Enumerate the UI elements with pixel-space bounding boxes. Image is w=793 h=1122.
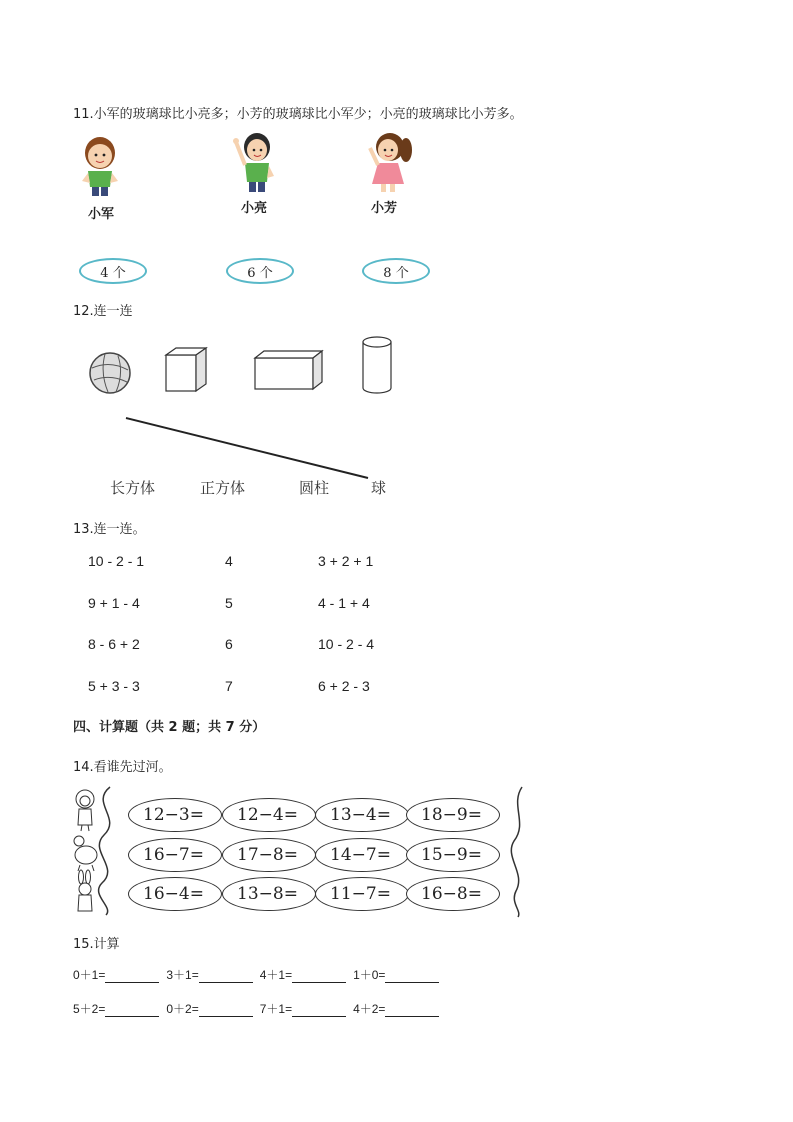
river-stone-r2-c3[interactable]: 14−7= [315, 838, 409, 872]
q12-title: 12.连一连 [73, 304, 133, 319]
expr-right-4[interactable]: 6 + 2 - 3 [318, 678, 370, 694]
river-stone-r3-c1[interactable]: 16−4= [128, 877, 222, 911]
answer-blank[interactable] [199, 970, 253, 983]
answer-blank[interactable] [292, 970, 346, 983]
river-stone-r2-c4[interactable]: 15−9= [406, 838, 500, 872]
girl-figure-icon [364, 130, 416, 194]
kid-name-xiaoliang: 小亮 [241, 201, 268, 216]
answer-oval-8[interactable]: 8 个 [362, 258, 430, 284]
ball-icon [90, 353, 130, 393]
label-sphere[interactable]: 球 [371, 479, 387, 497]
calc-expr: 1＋0= [353, 968, 386, 982]
boy-figure-icon [78, 135, 126, 197]
calc-expr: 0＋1= [73, 968, 106, 982]
answer-blank[interactable] [385, 970, 439, 983]
answer-blank[interactable] [105, 970, 159, 983]
expr-left-3[interactable]: 8 - 6 + 2 [88, 636, 140, 652]
answer-blank[interactable] [105, 1004, 159, 1017]
number-middle-1[interactable]: 4 [225, 553, 233, 569]
label-cuboid[interactable]: 长方体 [110, 479, 156, 497]
river-stone-r1-c4[interactable]: 18−9= [406, 798, 500, 832]
answer-blank[interactable] [199, 1004, 253, 1017]
shapes-row [80, 330, 410, 410]
calc-row-2 [73, 1000, 446, 1017]
q13-title: 13.连一连。 [73, 522, 146, 537]
river-stone-r3-c3[interactable]: 11−7= [315, 877, 409, 911]
expr-left-1[interactable]: 10 - 2 - 1 [88, 553, 145, 569]
expr-left-4[interactable]: 5 + 3 - 3 [88, 678, 140, 694]
river-stone-r3-c4[interactable]: 16−8= [406, 877, 500, 911]
answer-blank[interactable] [292, 1004, 346, 1017]
label-cylinder[interactable]: 圆柱 [299, 479, 330, 497]
section-title: 四、计算题（共 2 题；共 7 分） [73, 720, 266, 735]
number-middle-2[interactable]: 5 [225, 595, 233, 611]
expr-right-3[interactable]: 10 - 2 - 4 [318, 636, 375, 652]
river-stone-r2-c1[interactable]: 16−7= [128, 838, 222, 872]
cube-icon [166, 348, 206, 391]
q15-title: 15.计算 [73, 937, 120, 952]
q14-title: 14.看谁先过河。 [73, 760, 172, 775]
river-stone-r2-c2[interactable]: 17−8= [222, 838, 316, 872]
monkey-icon [76, 790, 94, 831]
cylinder-icon [363, 337, 391, 393]
river-stone-r3-c2[interactable]: 13−8= [222, 877, 316, 911]
calc-expr: 4＋1= [259, 968, 293, 982]
calc-row-1 [73, 966, 446, 983]
answer-oval-4[interactable]: 4 个 [79, 258, 147, 284]
label-cube[interactable]: 正方体 [200, 479, 246, 497]
turtle-icon [74, 836, 97, 871]
connecting-line [120, 412, 380, 484]
number-middle-3[interactable]: 6 [225, 636, 233, 652]
river-stone-r1-c3[interactable]: 13−4= [315, 798, 409, 832]
calc-expr: 3＋1= [166, 968, 199, 982]
kid-name-xiaofang: 小芳 [371, 201, 398, 216]
kid-name-xiaojun: 小军 [88, 207, 115, 222]
river-stone-r1-c1[interactable]: 12−3= [128, 798, 222, 832]
expr-right-2[interactable]: 4 - 1 + 4 [318, 595, 370, 611]
number-middle-4[interactable]: 7 [225, 678, 233, 694]
answer-oval-6[interactable]: 6 个 [226, 258, 294, 284]
river-stone-r1-c2[interactable]: 12−4= [222, 798, 316, 832]
q11-title: 11.小军的玻璃球比小亮多；小芳的玻璃球比小军少；小亮的玻璃球比小芳多。 [73, 107, 523, 122]
calc-expr: 4＋2= [353, 1002, 386, 1016]
cuboid-icon [255, 351, 322, 389]
calc-expr: 7＋1= [259, 1002, 293, 1016]
rabbit-icon [78, 870, 92, 911]
expr-right-1[interactable]: 3 + 2 + 1 [318, 553, 374, 569]
calc-expr: 5＋2= [73, 1002, 106, 1016]
expr-left-2[interactable]: 9 + 1 - 4 [88, 595, 140, 611]
calc-expr: 0＋2= [166, 1002, 199, 1016]
answer-blank[interactable] [385, 1004, 439, 1017]
pointing-boy-figure-icon [230, 130, 278, 194]
